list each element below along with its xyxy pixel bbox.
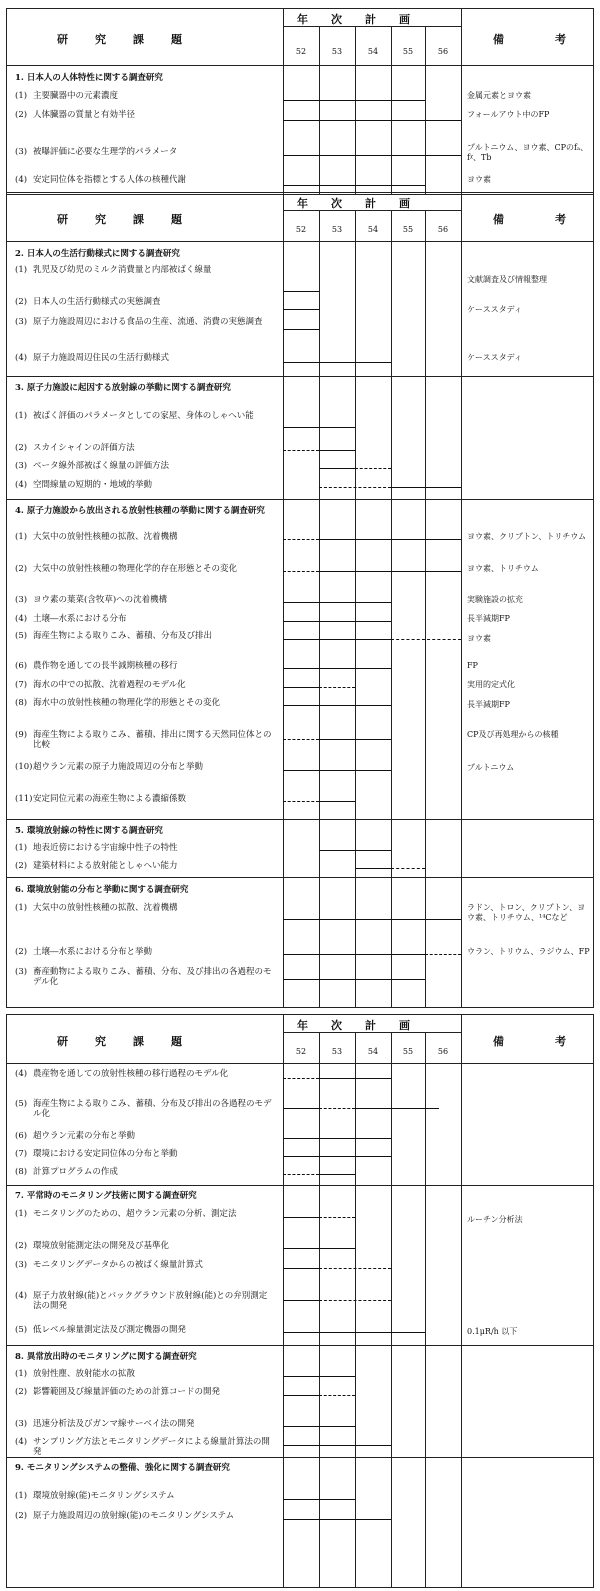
year-54: 54 (367, 47, 379, 56)
section-title: 4. 原子力施設から放出される放射性核種の挙動に関する調査研究 (15, 506, 265, 516)
list-item: (1) 大気中の放射性核種の拡散、沈着機構 (15, 532, 178, 542)
schedule-bar (319, 1078, 391, 1079)
schedule-bar (319, 1108, 355, 1109)
list-item: (4) 農産物を通しての放射性核種の移行過程のモデル化 (15, 1069, 229, 1079)
schedule-bar (283, 979, 425, 980)
schedule-bar (319, 1217, 355, 1218)
schedule-bar (283, 705, 391, 706)
year-52: 52 (295, 47, 307, 56)
list-item: (6) 農作物を通しての長半減期核種の移行 (15, 661, 178, 671)
schedule-bar (283, 1426, 355, 1427)
list-item: (4) サンプリング方法とモニタリングデータによる線量計算法の開発 (15, 1437, 270, 1457)
section-title: 2. 日本人の生活行動様式に関する調査研究 (15, 249, 180, 259)
list-item: (2) 原子力施設周辺の放射線(能)のモニタリングシステム (15, 1511, 235, 1521)
schedule-bar (283, 539, 319, 540)
remark: CP及び再処理からの核種 (467, 730, 559, 739)
schedule-bar (355, 468, 391, 469)
list-item: (1) 放射性塵、放射能水の拡散 (15, 1369, 136, 1379)
section-title: 1. 日本人の人体特性に関する調査研究 (15, 73, 163, 83)
list-item: (2) スカイシャインの評価方法 (15, 443, 135, 453)
list-item: (4) 空間線量の短期的・地域的挙動 (15, 480, 153, 490)
list-item: (3) 畜産動物による取りこみ、蓄積、分布、及び排出の各過程のモデル化 (15, 967, 272, 987)
remark: 長半減期FP (467, 614, 510, 623)
year-53: 53 (331, 225, 343, 234)
schedule-bar (283, 770, 391, 771)
list-item: (2) 土壌―水系における分布と挙動 (15, 947, 153, 957)
schedule-bar (283, 309, 319, 310)
schedule-bar (283, 1138, 391, 1139)
year-55: 55 (402, 47, 414, 56)
remark: ケーススタディ (467, 353, 522, 362)
section-title: 6. 環境放射能の分布と挙動に関する調査研究 (15, 885, 189, 895)
year-56: 56 (437, 225, 449, 234)
list-item: (2) 人体臓器の質量と有効半径 (15, 110, 136, 120)
list-item: (1) モニタリングのための、超ウラン元素の分析、測定法 (15, 1209, 237, 1219)
year-55: 55 (402, 225, 414, 234)
schedule-bar (283, 621, 391, 622)
schedule-bar (319, 1174, 355, 1175)
remark: ラドン、トロン、クリプトン、ヨウ素、トリチウム、¹⁴Cなど (467, 903, 586, 922)
schedule-bar (283, 1217, 319, 1218)
header-annual-plan: 年 次 計 画 (297, 13, 416, 26)
year-53: 53 (331, 47, 343, 56)
header-annual-plan: 年 次 計 画 (297, 1019, 416, 1032)
schedule-bar (283, 1300, 319, 1301)
schedule-bar (283, 1156, 391, 1157)
schedule-bar (283, 954, 425, 955)
schedule-bar (355, 868, 391, 869)
schedule-bar (391, 639, 461, 640)
list-item: (2) 環境放射能測定法の開発及び基準化 (15, 1241, 170, 1251)
header-research-topic: 研 究 課 題 (57, 213, 190, 226)
remark: ヨウ素、トリチウム (467, 564, 539, 573)
schedule-bar (283, 362, 391, 363)
list-item: (10) 超ウラン元素の原子力施設周辺の分布と挙動 (15, 762, 204, 772)
section-title: 3. 原子力施設に起因する放射線の挙動に関する調査研究 (15, 383, 231, 393)
year-56: 56 (437, 1047, 449, 1056)
schedule-bar (283, 571, 319, 572)
section-title: 9. モニタリングシステムの整備、強化に関する調査研究 (15, 1463, 230, 1473)
schedule-bar (283, 1174, 319, 1175)
schedule-bar (283, 329, 319, 330)
remark: ルーチン分析法 (467, 1215, 523, 1224)
list-item: (4) 土壌―水系における分布 (15, 614, 127, 624)
schedule-bar (319, 850, 391, 851)
list-item: (3) 被曝評価に必要な生理学的パラメータ (15, 147, 178, 157)
schedule-bar (283, 155, 461, 156)
list-item: (9) 海産生物による取りこみ、蓄積、排出に関する天然同位体との比較 (15, 730, 272, 750)
schedule-bar (283, 450, 319, 451)
list-item: (5) 低レベル線量測定法及び測定機器の開発 (15, 1325, 187, 1335)
table-block-3 (6, 1014, 594, 1588)
schedule-bar (283, 1268, 319, 1269)
schedule-bar (283, 1108, 319, 1109)
schedule-bar (355, 1108, 439, 1109)
list-item: (2) 影響範囲及び線量評価のための計算コードの開発 (15, 1387, 221, 1397)
list-item: (4) 安定同位体を指標とする人体の核種代謝 (15, 175, 187, 185)
schedule-bar (283, 120, 461, 121)
header-research-topic: 研 究 課 題 (57, 1035, 190, 1048)
remark: プルトニウム (467, 763, 515, 772)
remark: ヨウ素 (467, 634, 491, 643)
table-block-2 (6, 192, 594, 1008)
list-item: (5) 海産生物による取りこみ、蓄積、分布及び排出 (15, 631, 213, 641)
remark: ケーススタディ (467, 305, 522, 314)
list-item: (1) 地表近傍における宇宙線中性子の特性 (15, 843, 178, 853)
schedule-bar (283, 185, 425, 186)
remark: 金属元素とヨウ素 (467, 91, 531, 100)
remark: FP (467, 661, 478, 670)
list-item: (8) 海水中の放射性核種の物理化学的形態とその変化 (15, 698, 221, 708)
schedule-bar (283, 1499, 355, 1500)
schedule-bar (283, 687, 319, 688)
schedule-bar (319, 539, 461, 540)
list-item: (2) 大気中の放射性核種の物理化学的存在形態とその変化 (15, 564, 238, 574)
remark: ヨウ素、クリプトン、トリチウム (467, 532, 587, 541)
schedule-bar (319, 487, 391, 488)
list-item: (4) 原子力放射線(能)とバックグラウンド放射線(能)との弁別測定法の開発 (15, 1291, 268, 1311)
remark: 長半減期FP (467, 700, 510, 709)
list-item: (2) 日本人の生活行動様式の実態調査 (15, 297, 161, 307)
schedule-bar (283, 1248, 355, 1249)
schedule-bar (283, 100, 425, 101)
schedule-bar (319, 1395, 355, 1396)
schedule-bar (319, 801, 355, 802)
list-item: (3) ベータ線外部被ばく線量の評価方法 (15, 461, 170, 471)
schedule-bar (283, 801, 319, 802)
list-item: (7) 海水の中での拡散、沈着過程のモデル化 (15, 680, 186, 690)
section-title: 5. 環境放射線の特性に関する調査研究 (15, 826, 163, 836)
table-block-1 (6, 8, 594, 195)
schedule-bar (319, 450, 355, 451)
schedule-bar (319, 1268, 391, 1269)
year-54: 54 (367, 225, 379, 234)
list-item: (7) 環境における安定同位体の分布と挙動 (15, 1149, 178, 1159)
schedule-bar (283, 639, 391, 640)
remark: フォールアウト中のFP (467, 110, 550, 119)
schedule-bar (283, 1376, 355, 1377)
header-remarks: 備 考 (493, 1035, 586, 1048)
list-item: (1) 主要臓器中の元素濃度 (15, 91, 119, 101)
list-item: (3) 原子力施設周辺における食品の生産、流通、消費の実態調査 (15, 317, 263, 327)
schedule-bar (391, 868, 425, 869)
schedule-bar (283, 739, 319, 740)
remark: 実用的定式化 (467, 680, 515, 689)
list-item: (8) 計算プログラムの作成 (15, 1167, 118, 1177)
year-54: 54 (367, 1047, 379, 1056)
section-title: 8. 異常放出時のモニタリングに関する調査研究 (15, 1352, 197, 1362)
list-item: (1) 被ばく評価のパラメータとしての家屋、身体のしゃへい能 (15, 411, 254, 421)
schedule-bar (283, 602, 391, 603)
list-item: (1) 環境放射線(能)モニタリングシステム (15, 1491, 175, 1501)
list-item: (11) 安定同位元素の海産生物による濃縮係数 (15, 794, 187, 804)
remark: 0.1μR/h 以下 (467, 1327, 518, 1336)
remark: プルトニウム、ヨウ素、CPのfₐ、fᵡ、Tb (467, 143, 589, 162)
list-item: (6) 超ウラン元素の分布と挙動 (15, 1131, 136, 1141)
list-item: (1) 大気中の放射性核種の拡散、沈着機構 (15, 903, 178, 913)
remark: 実験施設の拡充 (467, 595, 523, 604)
year-53: 53 (331, 1047, 343, 1056)
remark: ヨウ素 (467, 175, 491, 184)
schedule-bar (283, 1395, 319, 1396)
list-item: (3) 迅速分析法及びガンマ線サーベイ法の開発 (15, 1419, 195, 1429)
schedule-bar (319, 1300, 391, 1301)
header-research-topic: 研 究 課 題 (57, 33, 190, 46)
schedule-bar (283, 919, 461, 920)
year-52: 52 (295, 1047, 307, 1056)
schedule-bar (425, 954, 461, 955)
schedule-bar (283, 427, 355, 428)
list-item: (3) ヨウ素の葉菜(含牧草)への沈着機構 (15, 595, 168, 605)
remark: 文献調査及び情報整理 (467, 275, 547, 284)
schedule-bar (283, 1445, 391, 1446)
remark: ウラン、トリウム、ラジウム、FP (467, 947, 590, 956)
schedule-bar (283, 668, 391, 669)
header-annual-plan: 年 次 計 画 (297, 197, 416, 210)
schedule-bar (319, 468, 355, 469)
schedule-bar (283, 1332, 425, 1333)
schedule-bar (319, 739, 391, 740)
schedule-bar (319, 687, 355, 688)
section-title: 7. 平常時のモニタリング技術に関する調査研究 (15, 1191, 197, 1201)
schedule-bar (319, 571, 461, 572)
schedule-bar (283, 291, 319, 292)
list-item: (3) モニタリングデータからの被ばく線量計算式 (15, 1260, 203, 1270)
year-55: 55 (402, 1047, 414, 1056)
header-remarks: 備 考 (493, 33, 586, 46)
schedule-bar (283, 1078, 319, 1079)
list-item: (4) 原子力施設周辺住民の生活行動様式 (15, 353, 170, 363)
schedule-bar (283, 1519, 391, 1520)
list-item: (1) 乳児及び幼児のミルク消費量と内部被ばく線量 (15, 265, 212, 275)
list-item: (5) 海産生物による取りこみ、蓄積、分布及び排出の各過程のモデル化 (15, 1099, 272, 1119)
list-item: (2) 建築材料による放射能としゃへい能力 (15, 861, 178, 871)
year-56: 56 (437, 47, 449, 56)
year-52: 52 (295, 225, 307, 234)
header-remarks: 備 考 (493, 213, 586, 226)
schedule-bar (391, 487, 461, 488)
